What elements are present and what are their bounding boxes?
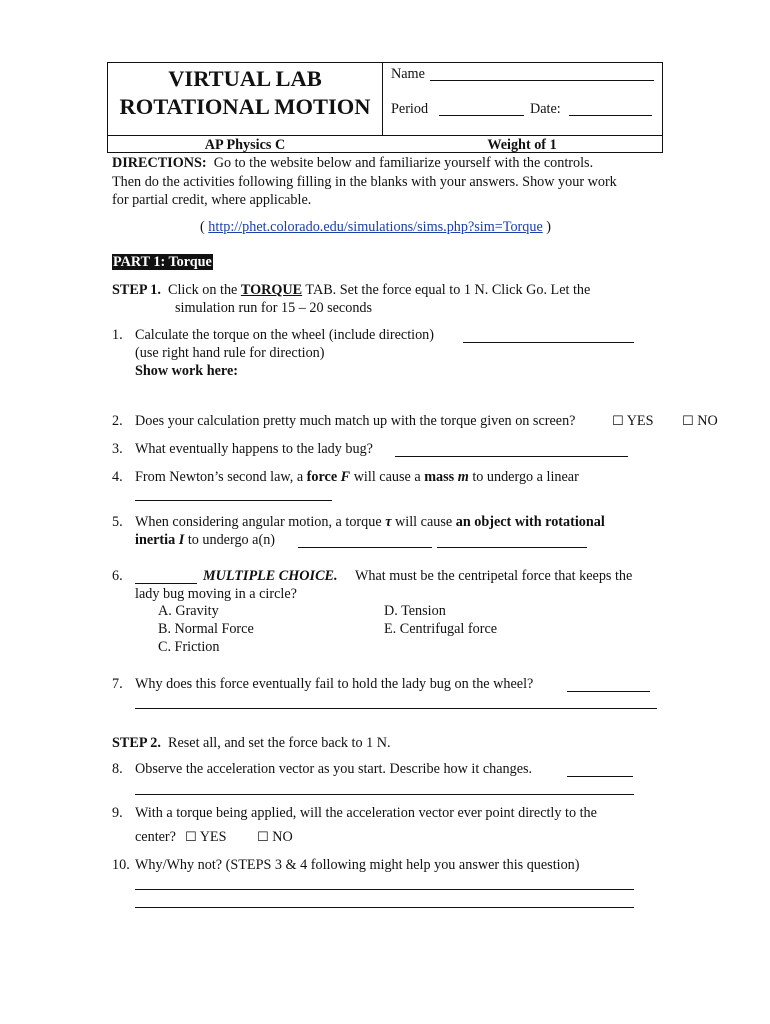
step1-line-2: simulation run for 15 – 20 seconds — [175, 300, 373, 316]
q7-number: 7. — [112, 676, 123, 692]
directions-label: DIRECTIONS: — [112, 155, 207, 171]
date-field[interactable] — [569, 115, 652, 116]
q1-line-2: (use right hand rule for direction) — [135, 345, 325, 361]
step2-text: Reset all, and set the force back to 1 N. — [167, 735, 391, 751]
q3-text: What eventually happens to the lady bug? — [135, 441, 373, 457]
q5-answer-field-1[interactable] — [298, 547, 432, 548]
step1-line-1 — [112, 282, 590, 299]
phet-url-link[interactable]: http://phet.colorado.edu/simulations/sims.php?sim=Torque — [208, 219, 543, 235]
header-divider-vertical — [382, 63, 383, 135]
q6-option-d: D. Tension — [384, 603, 446, 619]
q4-m: m — [457, 469, 469, 485]
step1-label: STEP 1. — [112, 282, 161, 298]
q2-no-option[interactable] — [682, 413, 718, 430]
q5-mid: will cause — [395, 514, 453, 530]
q8-text: Observe the acceleration vector as you start. Describe how it changes. — [135, 761, 533, 777]
step2-label: STEP 2. — [112, 735, 161, 751]
q10-number: 10. — [112, 857, 130, 873]
q5-pre: When considering angular motion, a torque — [135, 514, 382, 530]
q5-I: I — [178, 532, 185, 548]
q9-yes-label: YES — [199, 829, 227, 845]
q5-line-2 — [135, 532, 275, 549]
q2-yes-option[interactable] — [612, 413, 654, 430]
course-label: AP Physics C — [204, 137, 286, 153]
url-paren-close: ) — [546, 219, 552, 235]
directions-line-1 — [112, 155, 593, 172]
name-label: Name — [391, 66, 425, 82]
q1-text: Calculate the torque on the wheel (include direction) — [135, 327, 435, 343]
q1-number: 1. — [112, 327, 123, 343]
header-table — [107, 62, 663, 153]
q4-force: force — [306, 469, 338, 485]
q4-mid: will cause a — [353, 469, 421, 485]
q9-line-2: center? — [135, 829, 176, 845]
directions-line-2: Then do the activities following filling in the blanks with your answers. Show your work — [112, 174, 617, 190]
q5-tau: τ — [385, 514, 392, 530]
q9-no-label: NO — [272, 829, 293, 845]
title-line-2: ROTATIONAL MOTION — [119, 94, 371, 119]
q6-option-a: A. Gravity — [158, 603, 219, 619]
url-line — [200, 219, 551, 236]
q5-line2-post: to undergo a(n) — [187, 532, 276, 548]
q4-post: to undergo a linear — [472, 469, 579, 485]
q4-mass: mass — [424, 469, 455, 485]
q5-text — [135, 514, 605, 531]
q6-option-c: C. Friction — [158, 639, 220, 655]
q7-answer-field-2[interactable] — [135, 708, 657, 709]
q9-yes-option[interactable] — [185, 829, 227, 846]
q2-yes-label: YES — [626, 413, 654, 429]
q10-answer-field-2[interactable] — [135, 907, 634, 908]
period-field[interactable] — [439, 115, 524, 116]
header-divider-horizontal — [108, 135, 662, 136]
q6-heading: MULTIPLE CHOICE. — [203, 568, 338, 584]
directions-line-3: for partial credit, where applicable. — [112, 192, 312, 208]
q4-F: F — [340, 469, 351, 485]
q6-answer-field[interactable] — [135, 583, 197, 584]
q3-number: 3. — [112, 441, 123, 457]
q9-no-option[interactable] — [257, 829, 293, 846]
q6-number: 6. — [112, 568, 123, 584]
step1-post: TAB. Set the force equal to 1 N. Click Go. Let the — [305, 282, 591, 298]
q8-answer-field-1[interactable] — [567, 776, 633, 777]
q6-text: What must be the centripetal force that keeps the — [355, 568, 633, 584]
directions-text-1: Go to the website below and familiarize yourself with the controls. — [213, 155, 594, 171]
q5-inertia: inertia — [135, 532, 176, 548]
period-label: Period — [391, 101, 429, 117]
q2-no-label: NO — [697, 413, 718, 429]
checkbox-icon: ☐ — [612, 414, 624, 429]
checkbox-icon: ☐ — [682, 414, 694, 429]
q6-option-e: E. Centrifugal force — [384, 621, 498, 637]
q6-line-2: lady bug moving in a circle? — [135, 586, 297, 602]
q1-answer-field[interactable] — [463, 342, 634, 343]
q4-text — [135, 469, 579, 486]
q4-answer-field[interactable] — [135, 500, 332, 501]
name-field[interactable] — [430, 80, 654, 81]
q2-text: Does your calculation pretty much match up with the torque given on screen? — [135, 413, 576, 429]
q5-bold: an object with rotational — [455, 514, 605, 530]
url-paren-open: ( — [200, 219, 205, 235]
q5-number: 5. — [112, 514, 123, 530]
weight-label: Weight of 1 — [487, 137, 557, 153]
q8-number: 8. — [112, 761, 123, 777]
q6-option-b: B. Normal Force — [158, 621, 254, 637]
checkbox-icon: ☐ — [257, 830, 269, 845]
q1-show-work: Show work here: — [135, 363, 238, 379]
q7-text: Why does this force eventually fail to hold the lady bug on the wheel? — [135, 676, 534, 692]
q3-answer-field[interactable] — [395, 456, 628, 457]
q2-number: 2. — [112, 413, 123, 429]
q4-number: 4. — [112, 469, 123, 485]
q5-answer-field-2[interactable] — [437, 547, 587, 548]
q9-text: With a torque being applied, will the acceleration vector ever point directly to the — [135, 805, 597, 821]
part1-heading — [112, 254, 213, 271]
q4-pre: From Newton’s second law, a — [135, 469, 304, 485]
step2-line — [112, 735, 391, 752]
q7-answer-field-1[interactable] — [567, 691, 650, 692]
q10-answer-field-1[interactable] — [135, 889, 634, 890]
part1-label: PART 1: Torque — [113, 254, 212, 270]
title-line-1: VIRTUAL LAB — [168, 66, 322, 91]
checkbox-icon: ☐ — [185, 830, 197, 845]
step1-pre: Click on the — [167, 282, 238, 298]
date-label: Date: — [530, 101, 561, 117]
torque-tab-label: TORQUE — [240, 282, 303, 298]
q8-answer-field-2[interactable] — [135, 794, 634, 795]
q10-text: Why/Why not? (STEPS 3 & 4 following might help you answer this question) — [135, 857, 580, 873]
q9-number: 9. — [112, 805, 123, 821]
